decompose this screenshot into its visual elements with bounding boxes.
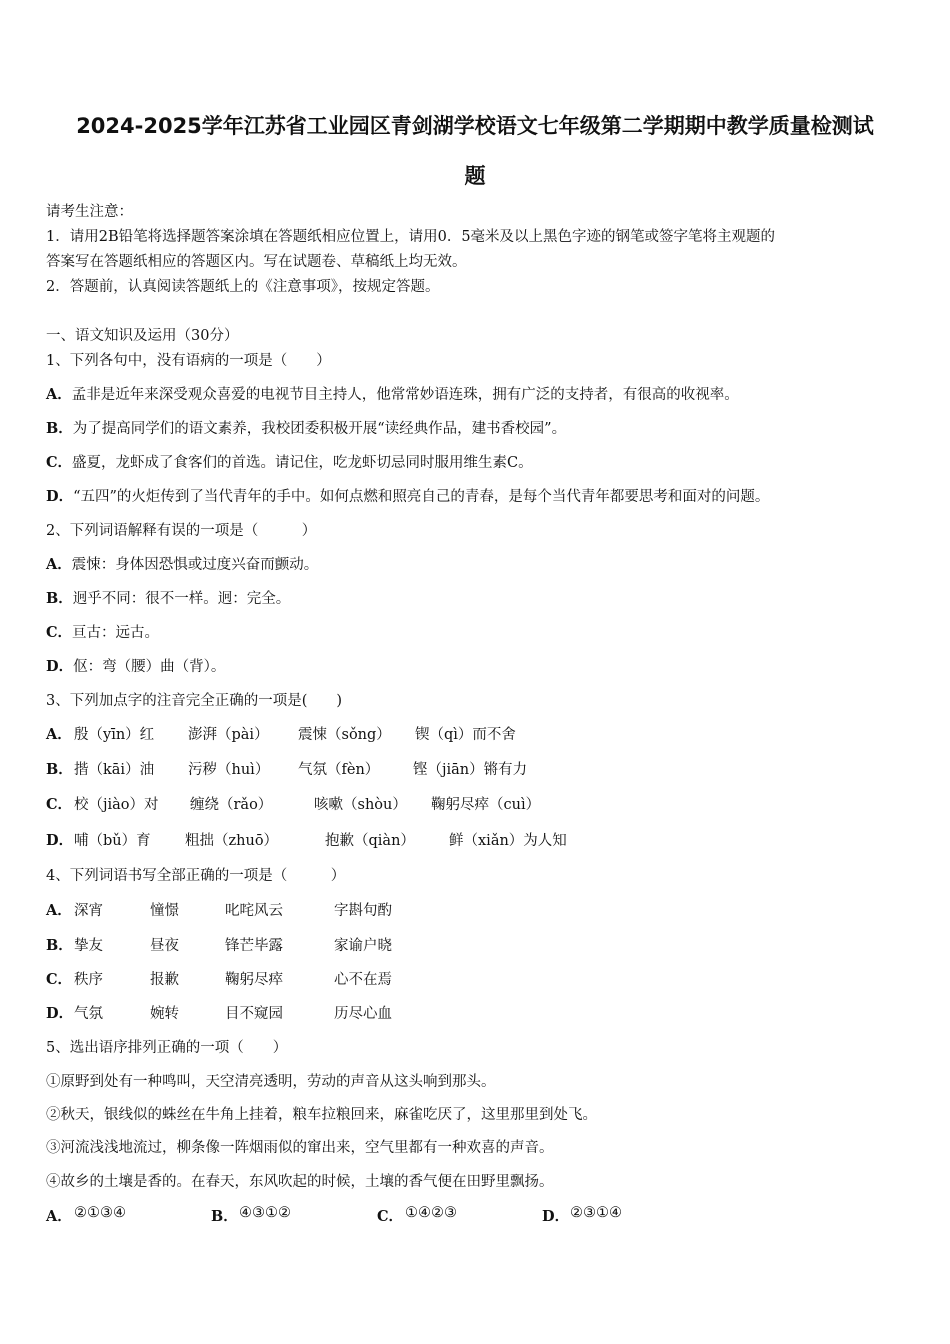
option-label: A．	[46, 1208, 72, 1225]
option-item: 深宵	[74, 903, 103, 919]
option-label: A．	[46, 386, 72, 403]
option-item: 叱咤风云	[225, 903, 283, 919]
option-label: C．	[46, 971, 73, 988]
option-label: B．	[211, 1208, 238, 1225]
question-5-sentence-1: ①原野到处有一种鸣叫，天空清亮透明，劳动的声音从这头响到那头。	[46, 1074, 496, 1090]
option-text: 为了提高同学们的语文素养，我校团委积极开展“读经典作品，建书香校园”。	[72, 421, 567, 437]
option-text: 盛夏，龙虾成了食客们的首选。请记住，吃龙虾切忌同时服用维生素C。	[72, 455, 533, 471]
option-label: D．	[46, 832, 74, 849]
option-item: 字斟句酌	[334, 903, 392, 919]
question-5-sentence-4: ④故乡的土壤是香的。在春天，东风吹起的时候，土壤的香气便在田野里飘扬。	[46, 1174, 554, 1190]
question-2-option-c	[46, 623, 159, 643]
option-item: 哺（bǔ）育	[74, 833, 151, 849]
option-label: B．	[46, 937, 73, 954]
option-item: 鞠躬尽瘁（cuì）	[431, 797, 541, 813]
option-text: ②③①④	[570, 1205, 622, 1221]
option-label: A．	[46, 726, 72, 743]
notice-item-2: 2．答题前，认真阅读答题纸上的《注意事项》，按规定答题。	[46, 279, 440, 295]
option-item: 心不在焉	[334, 972, 392, 988]
question-1-option-c	[46, 453, 533, 473]
option-label: C．	[46, 454, 73, 471]
option-text: ②①③④	[74, 1205, 126, 1221]
option-label: A．	[46, 556, 72, 573]
question-5-stem: 5、选出语序排列正确的一项（ ）	[46, 1040, 288, 1056]
option-text: ④③①②	[239, 1205, 291, 1221]
option-item: 铿（jiān）锵有力	[413, 762, 528, 778]
option-label: A．	[46, 902, 72, 919]
option-item: 气氛	[74, 1006, 103, 1022]
option-item: 家谕户晓	[334, 938, 392, 954]
option-label: C．	[46, 624, 73, 641]
option-item: 秩序	[74, 972, 103, 988]
option-item: 震悚（sǒng）	[298, 727, 391, 743]
option-text: 亘古：远古。	[72, 625, 160, 641]
question-3-stem: 3、下列加点字的注音完全正确的一项是( )	[46, 693, 343, 709]
option-text: 震悚：身体因恐惧或过度兴奋而颤动。	[71, 557, 319, 573]
question-1-option-b	[46, 419, 566, 439]
option-label: D．	[542, 1208, 570, 1225]
option-item: 昼夜	[150, 938, 179, 954]
option-item: 粗拙（zhuō）	[185, 833, 279, 849]
option-item: 缠绕（rǎo）	[190, 797, 273, 813]
option-item: 挚友	[74, 938, 103, 954]
question-2-option-a	[46, 555, 318, 575]
option-label: D．	[46, 1005, 74, 1022]
question-2-stem: 2、下列词语解释有误的一项是（ ）	[46, 523, 317, 539]
question-4-stem: 4、下列词语书写全部正确的一项是（ ）	[46, 868, 346, 884]
question-1-option-a	[46, 385, 739, 405]
option-item: 咳嗽（shòu）	[314, 797, 407, 813]
option-label: D．	[46, 488, 74, 505]
option-item: 鲜（xiǎn）为人知	[449, 833, 567, 849]
option-item: 婉转	[150, 1006, 179, 1022]
option-text: 迥乎不同：很不一样。迥：完全。	[72, 591, 291, 607]
option-item: 抱歉（qiàn）	[325, 833, 415, 849]
question-1-stem: 1、下列各句中，没有语病的一项是（ ）	[46, 353, 331, 369]
option-text: “五四”的火炬传到了当代青年的手中。如何点燃和照亮自己的青春，是每个当代青年都要思考和面对的问题。	[73, 489, 770, 505]
page-title: 2024-2025学年江苏省工业园区青剑湖学校语文七年级第二学期期中教学质量检测试	[76, 114, 874, 138]
option-item: 锋芒毕露	[225, 938, 283, 954]
option-item: 憧憬	[150, 903, 179, 919]
question-1-option-d	[46, 487, 769, 507]
option-text: 孟非是近年来深受观众喜爱的电视节目主持人，他常常妙语连珠，拥有广泛的支持者，有很高的收视率。	[71, 387, 739, 403]
option-item: 鞠躬尽瘁	[225, 972, 283, 988]
option-item: 校（jiào）对	[74, 797, 159, 813]
option-item: 锲（qì）而不舍	[415, 727, 516, 743]
question-5-sentence-2: ②秋天，银线似的蛛丝在牛角上挂着，粮车拉粮回来，麻雀吃厌了，这里那里到处飞。	[46, 1107, 597, 1123]
option-item: 污秽（huì）	[188, 762, 270, 778]
option-item: 殷（yīn）红	[74, 727, 155, 743]
question-2-option-b	[46, 589, 290, 609]
option-item: 历尽心血	[334, 1006, 392, 1022]
option-label: C．	[46, 796, 73, 813]
question-5-sentence-3: ③河流浅浅地流过，柳条像一阵烟雨似的窜出来，空气里都有一种欢喜的声音。	[46, 1140, 554, 1156]
option-item: 报歉	[150, 972, 179, 988]
option-item: 澎湃（pài）	[188, 727, 269, 743]
option-item: 目不窥园	[225, 1006, 283, 1022]
notice-item-1: 1．请用2B铅笔将选择题答案涂填在答题纸相应位置上，请用0．5毫米及以上黑色字迹的钢笔或签字笔将主观题的	[46, 229, 776, 245]
option-label: C．	[377, 1208, 404, 1225]
page-title-continued: 题	[464, 164, 486, 188]
section-heading: 一、语文知识及运用（30分）	[46, 328, 239, 344]
option-label: B．	[46, 590, 73, 607]
option-text: ①④②③	[405, 1205, 457, 1221]
option-item: 气氛（fèn）	[298, 762, 380, 778]
option-label: B．	[46, 761, 73, 778]
notice-heading: 请考生注意：	[46, 204, 133, 220]
question-2-option-d	[46, 657, 225, 677]
option-item: 揩（kāi）油	[74, 762, 155, 778]
option-text: 伛：弯（腰）曲（背）。	[73, 659, 226, 675]
option-label: B．	[46, 420, 73, 437]
notice-item-1-continued: 答案写在答题纸相应的答题区内。写在试题卷、草稿纸上均无效。	[46, 254, 467, 270]
option-label: D．	[46, 658, 74, 675]
